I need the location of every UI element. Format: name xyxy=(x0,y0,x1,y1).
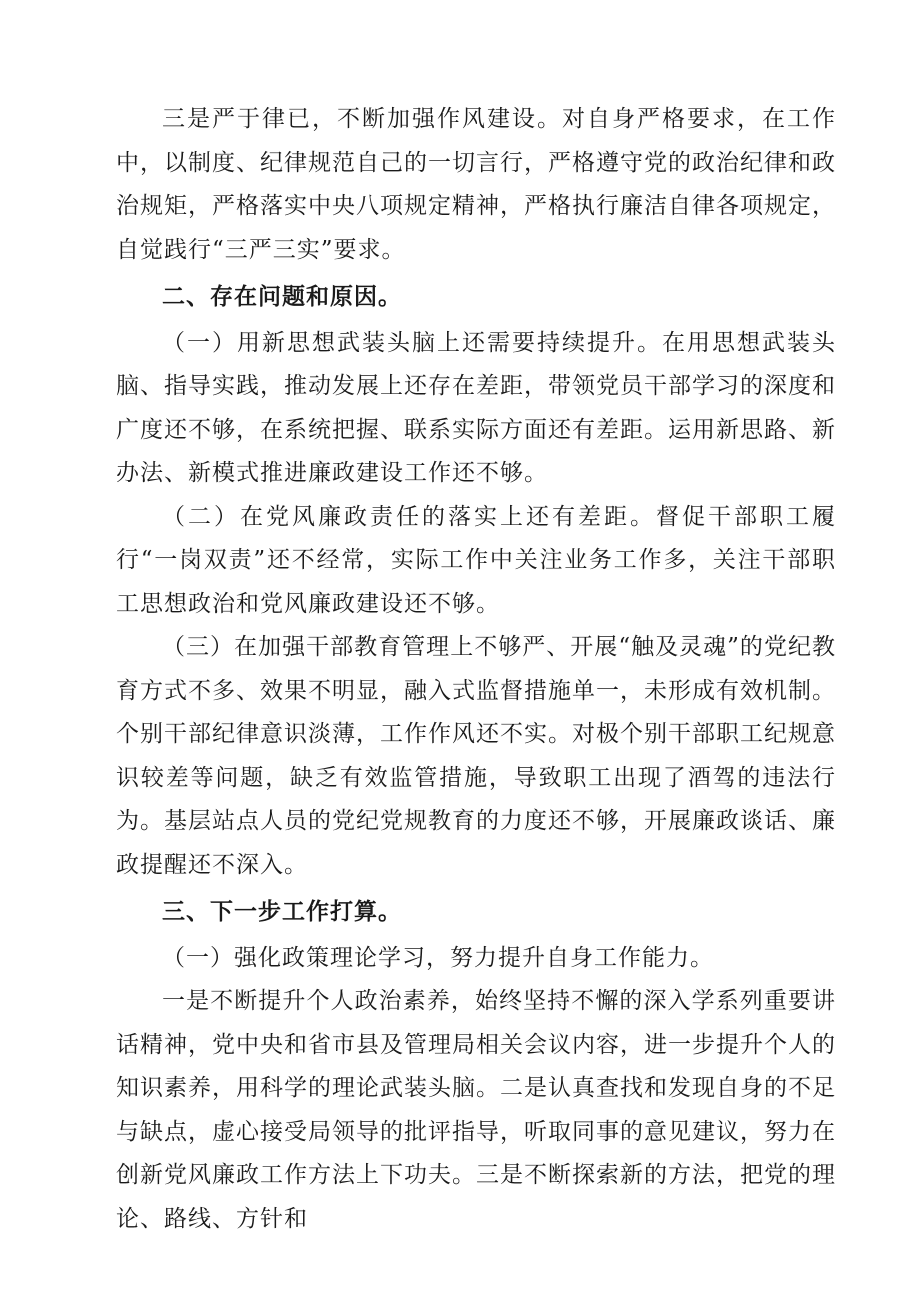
paragraph-problem-2: （二）在党风廉政责任的落实上还有差距。督促干部职工履行“一岗双责”还不经常，实际工作中关注业务工作多，关注干部职工思想政治和党风廉政建设还不够。 xyxy=(116,503,836,617)
paragraph-problem-1: （一）用新思想武装头脑上还需要持续提升。在用思想武装头脑、指导实践，推动发展上还存在差距，带领党员干部学习的深度和广度还不够，在系统把握、联系实际方面还有差距。运用新思路、新办法、新模式推进廉政建设工作还不够。 xyxy=(116,329,836,486)
paragraph-next-step-1-title: （一）强化政策理论学习，努力提升自身工作能力。 xyxy=(162,944,714,971)
document-page xyxy=(116,98,836,1241)
heading-problems-and-causes: 二、存在问题和原因。 xyxy=(162,284,402,310)
paragraph-next-step-1-body: 一是不断提升个人政治素养，始终坚持不懈的深入学系列重要讲话精神，党中央和省市县及管理局相关会议内容，进一步提升个人的知识素养，用科学的理论武装头脑。二是认真查找和发现自身的不足与缺点，虚心接受局领导的批评指导，听取同事的意见建议，努力在创新党风廉政工作方法上下功夫。三是不断探索新的方法，把党的理论、路线、方针和 xyxy=(116,988,836,1232)
paragraph-self-discipline: 三是严于律已，不断加强作风建设。对自身严格要求，在工作中，以制度、纪律规范自己的一切言行，严格遵守党的政治纪律和政治规矩，严格落实中央八项规定精神，严格执行廉洁自律各项规定，自觉践行“三严三实”要求。 xyxy=(116,106,836,263)
paragraph-problem-3: （三）在加强干部教育管理上不够严、开展“触及灵魂”的党纪教育方式不多、效果不明显，融入式监督措施单一，未形成有效机制。个别干部纪律意识淡薄，工作作风还不实。对极个别干部职工纪规意识较差等问题，缺乏有效监管措施，导致职工出现了酒驾的违法行为。基层站点人员的党纪党规教育的力度还不够，开展廉政谈话、廉政提醒还不深入。 xyxy=(116,634,836,878)
heading-next-steps: 三、下一步工作打算。 xyxy=(162,899,402,925)
